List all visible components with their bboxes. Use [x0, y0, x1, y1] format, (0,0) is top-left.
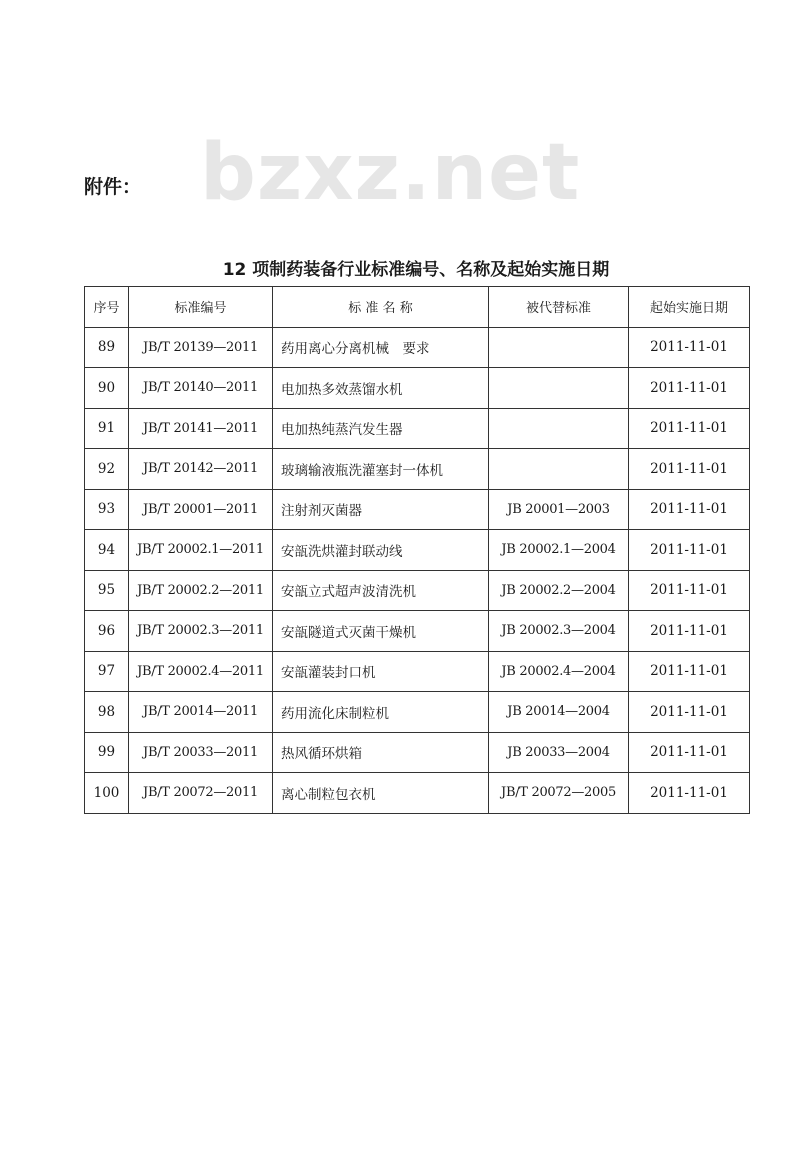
table-row	[85, 692, 750, 733]
cell-name: 安瓿立式超声波清洗机	[273, 570, 489, 611]
cell-index: 89	[85, 327, 129, 368]
cell-index: 93	[85, 489, 129, 530]
table-row	[85, 368, 750, 409]
cell-code: JB/T 20142—2011	[129, 449, 273, 490]
cell-code: JB/T 20002.4—2011	[129, 651, 273, 692]
cell-date: 2011-11-01	[629, 530, 750, 571]
cell-replaced: JB 20002.1—2004	[489, 530, 629, 571]
header-name: 标 准 名 称	[273, 287, 489, 328]
header-date: 起始实施日期	[629, 287, 750, 328]
cell-replaced	[489, 408, 629, 449]
cell-date: 2011-11-01	[629, 611, 750, 652]
cell-index: 92	[85, 449, 129, 490]
header-code: 标准编号	[129, 287, 273, 328]
cell-replaced: JB 20033—2004	[489, 732, 629, 773]
cell-index: 95	[85, 570, 129, 611]
cell-index: 91	[85, 408, 129, 449]
table-row	[85, 570, 750, 611]
cell-date: 2011-11-01	[629, 408, 750, 449]
table-row	[85, 327, 750, 368]
cell-date: 2011-11-01	[629, 732, 750, 773]
cell-name: 注射剂灭菌器	[273, 489, 489, 530]
cell-replaced: JB 20002.2—2004	[489, 570, 629, 611]
cell-code: JB/T 20002.3—2011	[129, 611, 273, 652]
table-header-row	[85, 287, 750, 328]
cell-replaced: JB 20002.3—2004	[489, 611, 629, 652]
cell-name: 安瓿洗烘灌封联动线	[273, 530, 489, 571]
cell-name: 玻璃输液瓶洗灌塞封一体机	[273, 449, 489, 490]
cell-replaced	[489, 449, 629, 490]
header-index: 序号	[85, 287, 129, 328]
attachment-label: 附件：	[84, 176, 142, 198]
header-replaced: 被代替标准	[489, 287, 629, 328]
cell-code: JB/T 20033—2011	[129, 732, 273, 773]
cell-code: JB/T 20072—2011	[129, 773, 273, 814]
cell-date: 2011-11-01	[629, 489, 750, 530]
table-row	[85, 732, 750, 773]
cell-replaced	[489, 368, 629, 409]
cell-code: JB/T 20141—2011	[129, 408, 273, 449]
cell-name: 电加热纯蒸汽发生器	[273, 408, 489, 449]
cell-date: 2011-11-01	[629, 773, 750, 814]
cell-code: JB/T 20002.2—2011	[129, 570, 273, 611]
cell-date: 2011-11-01	[629, 570, 750, 611]
table-row	[85, 611, 750, 652]
cell-name: 离心制粒包衣机	[273, 773, 489, 814]
cell-date: 2011-11-01	[629, 692, 750, 733]
cell-index: 97	[85, 651, 129, 692]
cell-code: JB/T 20139—2011	[129, 327, 273, 368]
cell-index: 96	[85, 611, 129, 652]
cell-replaced	[489, 327, 629, 368]
cell-name: 安瓿灌装封口机	[273, 651, 489, 692]
table-row	[85, 530, 750, 571]
table-row	[85, 489, 750, 530]
table-row	[85, 449, 750, 490]
cell-replaced: JB/T 20072—2005	[489, 773, 629, 814]
cell-date: 2011-11-01	[629, 651, 750, 692]
table-title: 12 项制药装备行业标准编号、名称及起始实施日期	[222, 260, 610, 280]
cell-name: 药用离心分离机械 要求	[273, 327, 489, 368]
watermark: bzxz.net	[200, 128, 581, 218]
cell-code: JB/T 20001—2011	[129, 489, 273, 530]
cell-name: 电加热多效蒸馏水机	[273, 368, 489, 409]
cell-index: 100	[85, 773, 129, 814]
cell-name: 药用流化床制粒机	[273, 692, 489, 733]
cell-name: 安瓿隧道式灭菌干燥机	[273, 611, 489, 652]
cell-code: JB/T 20140—2011	[129, 368, 273, 409]
cell-index: 99	[85, 732, 129, 773]
table-row	[85, 773, 750, 814]
cell-index: 98	[85, 692, 129, 733]
cell-name: 热风循环烘箱	[273, 732, 489, 773]
cell-date: 2011-11-01	[629, 449, 750, 490]
cell-date: 2011-11-01	[629, 368, 750, 409]
table-row	[85, 408, 750, 449]
cell-code: JB/T 20014—2011	[129, 692, 273, 733]
standards-table	[84, 286, 750, 814]
cell-index: 90	[85, 368, 129, 409]
cell-replaced: JB 20001—2003	[489, 489, 629, 530]
cell-index: 94	[85, 530, 129, 571]
table-row	[85, 651, 750, 692]
cell-replaced: JB 20002.4—2004	[489, 651, 629, 692]
cell-code: JB/T 20002.1—2011	[129, 530, 273, 571]
cell-date: 2011-11-01	[629, 327, 750, 368]
cell-replaced: JB 20014—2004	[489, 692, 629, 733]
